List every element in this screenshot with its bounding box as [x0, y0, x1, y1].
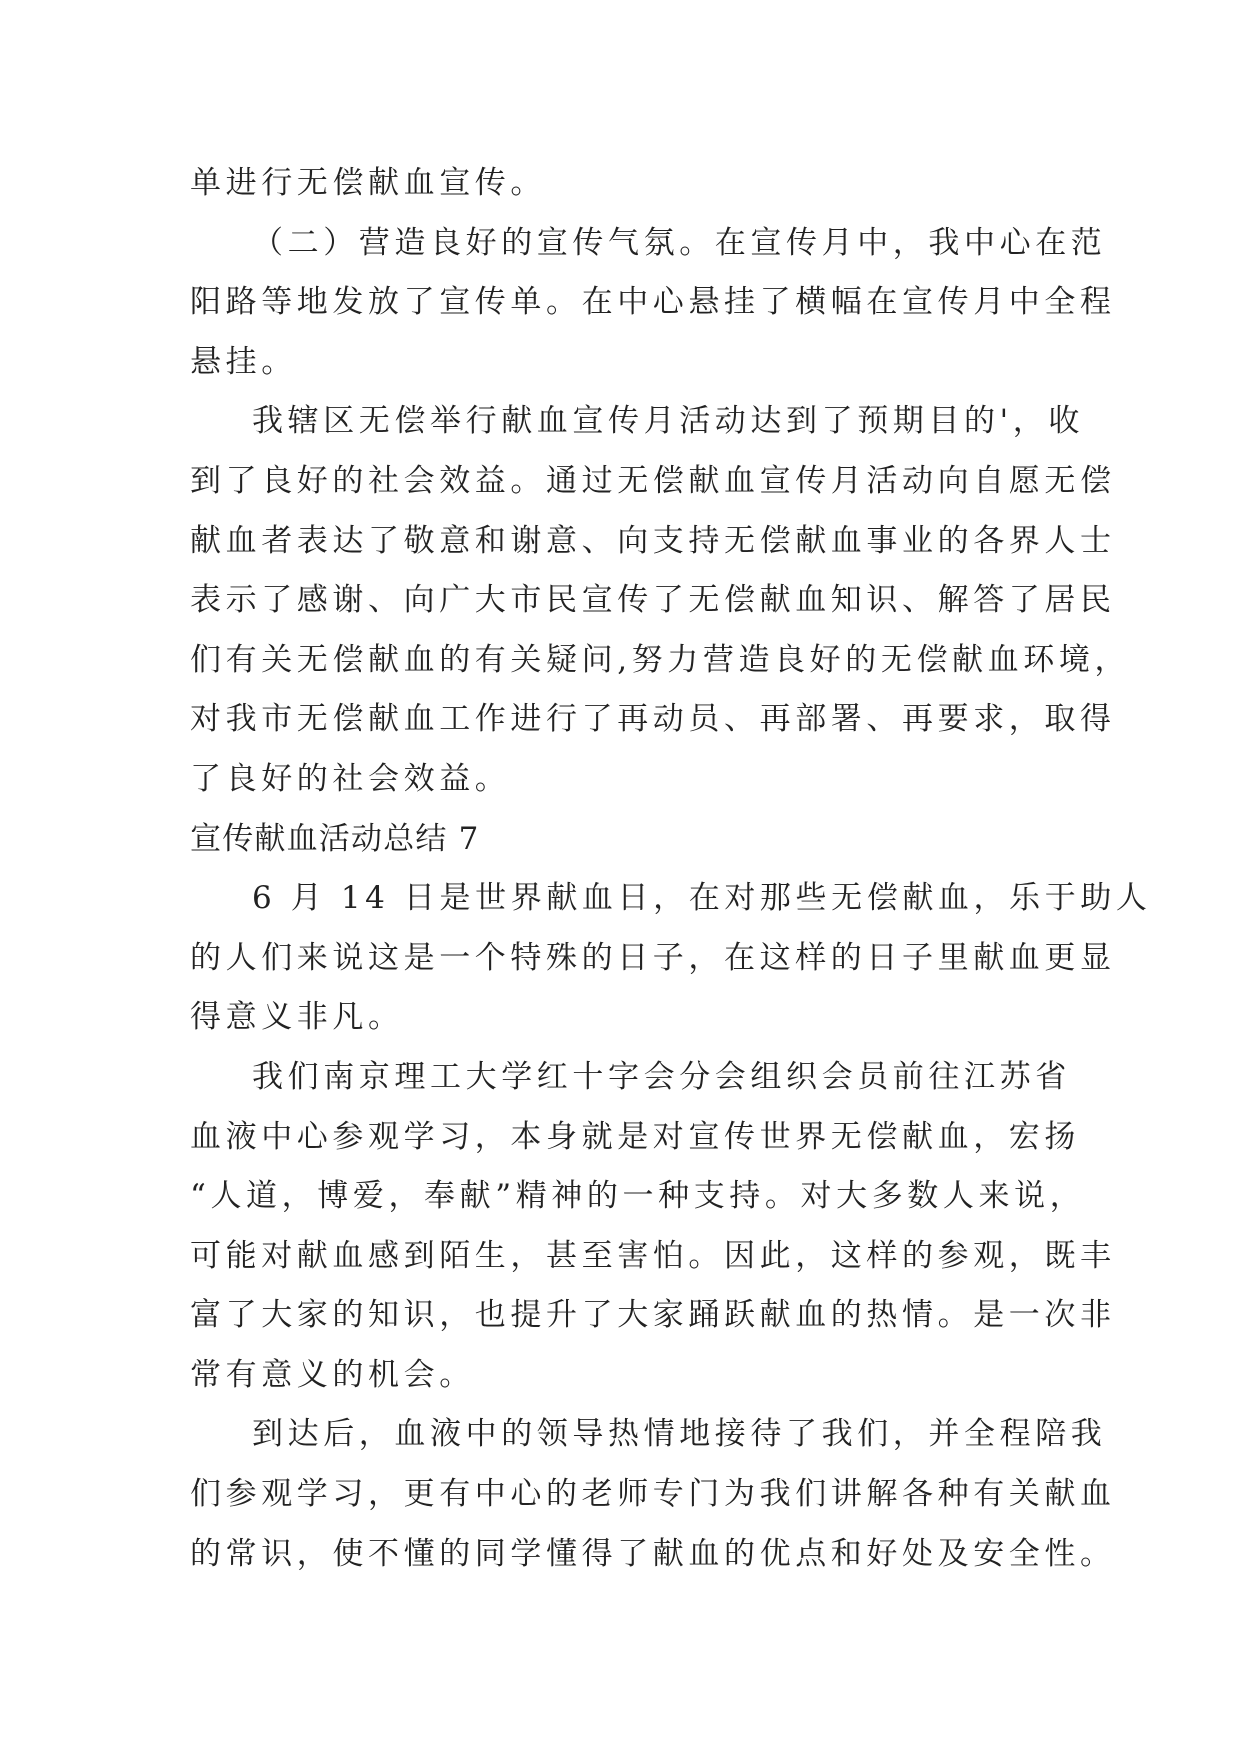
paragraph-start-line: 到达后，血液中的领导热情地接待了我们，并全程陪我 [252, 1416, 1107, 1453]
paragraph-start-line: 6 月 14 日是世界献血日，在对那些无偿献血，乐于助人 [252, 880, 1152, 917]
text-line: 们参观学习，更有中心的老师专门为我们讲解各种有关献血 [190, 1476, 1116, 1513]
text-line: 了良好的社会效益。 [190, 760, 511, 797]
text-line: 可能对献血感到陌生，甚至害怕。因此，这样的参观，既丰 [190, 1237, 1116, 1274]
paragraph-start-line: （二）营造良好的宣传气氛。在宣传月中，我中心在范 [252, 224, 1107, 261]
text-line: 常有意义的机会。 [190, 1356, 475, 1393]
text-line: 富了大家的知识，也提升了大家踊跃献血的热情。是一次非 [190, 1297, 1116, 1334]
document-body [190, 154, 1152, 1584]
text-line: 得意义非凡。 [190, 999, 404, 1036]
text-line: 们有关无偿献血的有关疑问,努力营造良好的无偿献血环境， [190, 641, 1131, 678]
text-line: 阳路等地发放了宣传单。在中心悬挂了横幅在宣传月中全程 [190, 284, 1116, 321]
section-heading: 宣传献血活动总结 7 [190, 820, 480, 857]
text-line: 的人们来说这是一个特殊的日子，在这样的日子里献血更显 [190, 939, 1116, 976]
paragraph-start-line: 我们南京理工大学红十字会分会组织会员前往江苏省 [252, 1058, 1071, 1095]
text-line: 单进行无偿献血宣传。 [190, 165, 546, 201]
text-line: “人道，博爱，奉献”精神的一种支持。对大多数人来说， [190, 1178, 1086, 1215]
text-line: 对我市无偿献血工作进行了再动员、再部署、再要求，取得 [190, 701, 1116, 738]
text-line: 血液中心参观学习，本身就是对宣传世界无偿献血，宏扬 [190, 1118, 1080, 1155]
text-line: 的常识，使不懂的同学懂得了献血的优点和好处及安全性。 [190, 1535, 1116, 1572]
paragraph-start-line: 我辖区无偿举行献血宣传月活动达到了预期目的'，收 [252, 403, 1084, 440]
text-line: 献血者表达了敬意和谢意、向支持无偿献血事业的各界人士 [190, 522, 1116, 559]
text-line: 表示了感谢、向广大市民宣传了无偿献血知识、解答了居民 [190, 582, 1116, 619]
text-line: 悬挂。 [190, 343, 297, 380]
text-line: 到了良好的社会效益。通过无偿献血宣传月活动向自愿无偿 [190, 462, 1116, 499]
